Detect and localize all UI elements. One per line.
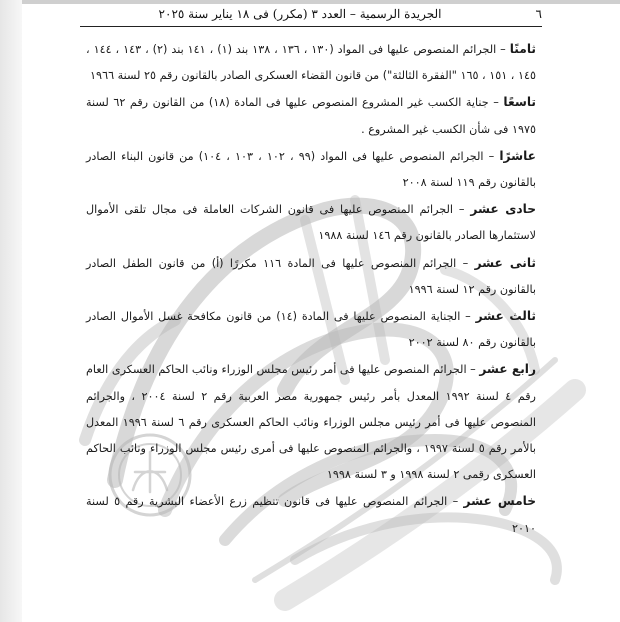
clause-14 xyxy=(86,356,536,488)
clause-text: – الجناية المنصوص عليها فى المادة (١٤) من قانون مكافحة غسل الأموال الصادر بالقانون رقم ٨٠ لسنة ٢٠٠٢ xyxy=(86,310,536,350)
clause-text: – الجرائم المنصوص عليها فى المواد (٩٩ ، ١٠٢ ، ١٠٣ ، ١٠٤) من قانون البناء الصادر بالقانون رقم ١١٩ لسنة ٢٠٠٨ xyxy=(86,149,536,190)
clause-11 xyxy=(86,196,536,249)
clause-label: ثانى عشر xyxy=(474,255,536,270)
clause-text: – الجرائم المنصوص عليها فى أمر رئيس مجلس الوزراء ونائب الحاكم العسكرى العام رقم ٤ لسنة ١٩٩٢ المعدل بأمر رئيس جمهورية مصر العربية رقم ٢ لسنة ٢٠٠٤ ، والجرائم المنصوص عليها فى أمر رئيس مجلس الوزراء ونائب الحاكم العسكرى رقم ٦ لسنة ١٩٩٦ المعدل بالأمر رقم ٥ لسنة ١٩٩٧ ، والجرائم المنصوص عليها فى أمرى رئيس مجلس الوزراء ونائب الحاكم العسكرى رقمى ٢ لسنة ١٩٩٨ و ٣ لسنة ١٩٩٨ xyxy=(86,363,536,482)
clause-text: – الجرائم المنصوص عليها فى المواد (١٣٠ ، ١٣٦ ، ١٣٨ بند (١) ، ١٤١ بند (٢) ، ١٤٣ ، ١٤٤ ، ١٤٥ ، ١٥١ ، ١٦٥ "الفقرة الثالثة") من قانون القضاء العسكرى الصادر بالقانون رقم ٢٥ لسنة ١٩٦٦ xyxy=(86,43,536,83)
clause-15 xyxy=(86,488,536,541)
clause-text: – جناية الكسب غير المشروع المنصوص عليها فى المادة (١٨) من القانون رقم ٦٢ لسنة ١٩٧٥ فى شأن الكسب غير المشروع . xyxy=(86,96,536,136)
page-number: ٦ xyxy=(535,7,542,21)
clause-9 xyxy=(86,89,536,142)
clause-label: خامس عشر xyxy=(463,494,537,509)
clause-text: – الجرائم المنصوص عليها فى قانون تنظيم زرع الأعضاء البشرية رقم ٥ لسنة ٢٠١٠ xyxy=(86,495,536,535)
clause-label: ثالث عشر xyxy=(475,309,537,324)
gazette-title: الجريدة الرسمية – العدد ٣ (مكرر) فى ١٨ يناير سنة ٢٠٢٥ xyxy=(158,7,442,21)
viewer-left-edge xyxy=(0,0,22,622)
clause-8 xyxy=(86,36,536,89)
clause-label: رابع عشر xyxy=(479,362,536,377)
clause-label: عاشرًا xyxy=(499,148,536,163)
clause-label: تاسعًا xyxy=(503,95,536,110)
clause-13 xyxy=(86,303,536,356)
clause-text: – الجرائم المنصوص عليها فى المادة ١١٦ مكررًا (أ) من قانون الطفل الصادر بالقانون رقم ١٢ لسنة ١٩٩٦ xyxy=(86,256,536,296)
document-body xyxy=(86,36,536,542)
page-header xyxy=(80,4,542,27)
clause-label: حادى عشر xyxy=(470,202,536,217)
clause-12 xyxy=(86,250,536,303)
clause-label: ثامنًا xyxy=(509,42,536,56)
clause-text: – الجرائم المنصوص عليها فى قانون الشركات العاملة فى مجال تلقى الأموال لاستثمارها الصادر بالقانون رقم ١٤٦ لسنة ١٩٨٨ xyxy=(86,203,536,243)
clause-10 xyxy=(86,143,536,196)
